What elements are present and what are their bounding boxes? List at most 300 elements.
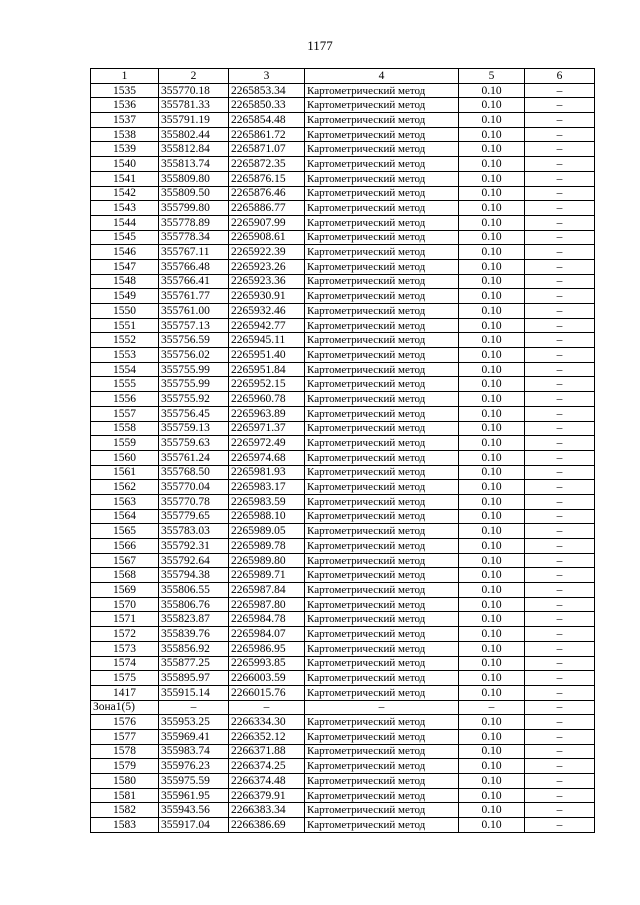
x-coordinate-cell: –: [159, 700, 229, 715]
accuracy-cell: 0.10: [459, 392, 525, 407]
method-cell: Картометрический метод: [305, 685, 459, 700]
y-coordinate-cell: 2265981.93: [229, 465, 305, 480]
accuracy-cell: 0.10: [459, 157, 525, 172]
note-cell: –: [525, 392, 595, 407]
note-cell: –: [525, 539, 595, 554]
table-row: [91, 215, 595, 230]
point-number-cell: 1546: [91, 245, 159, 260]
point-number-cell: 1548: [91, 274, 159, 289]
accuracy-cell: 0.10: [459, 318, 525, 333]
x-coordinate-cell: 355761.24: [159, 450, 229, 465]
table-row: [91, 230, 595, 245]
y-coordinate-cell: 2265988.10: [229, 509, 305, 524]
note-cell: –: [525, 700, 595, 715]
table-row: [91, 421, 595, 436]
table-row: [91, 744, 595, 759]
note-cell: –: [525, 113, 595, 128]
table-row: [91, 304, 595, 319]
note-cell: –: [525, 230, 595, 245]
method-cell: Картометрический метод: [305, 215, 459, 230]
method-cell: Картометрический метод: [305, 744, 459, 759]
x-coordinate-cell: 355778.89: [159, 215, 229, 230]
accuracy-cell: 0.10: [459, 98, 525, 113]
y-coordinate-cell: 2265872.35: [229, 157, 305, 172]
page-number: 1177: [307, 38, 333, 53]
method-cell: Картометрический метод: [305, 157, 459, 172]
accuracy-cell: 0.10: [459, 539, 525, 554]
accuracy-cell: 0.10: [459, 627, 525, 642]
accuracy-cell: 0.10: [459, 333, 525, 348]
accuracy-cell: 0.10: [459, 406, 525, 421]
point-number-cell: 1553: [91, 348, 159, 363]
x-coordinate-cell: 355953.25: [159, 715, 229, 730]
x-coordinate-cell: 355917.04: [159, 818, 229, 833]
point-number-cell: 1544: [91, 215, 159, 230]
note-cell: –: [525, 215, 595, 230]
point-number-cell: 1576: [91, 715, 159, 730]
method-cell: Картометрический метод: [305, 230, 459, 245]
table-row: [91, 729, 595, 744]
method-cell: Картометрический метод: [305, 201, 459, 216]
y-coordinate-cell: 2266371.88: [229, 744, 305, 759]
note-cell: –: [525, 685, 595, 700]
y-coordinate-cell: 2265861.72: [229, 127, 305, 142]
note-cell: –: [525, 142, 595, 157]
accuracy-cell: 0.10: [459, 377, 525, 392]
x-coordinate-cell: 355806.55: [159, 583, 229, 598]
table-row: [91, 465, 595, 480]
x-coordinate-cell: 355770.04: [159, 480, 229, 495]
method-cell: Картометрический метод: [305, 127, 459, 142]
y-coordinate-cell: 2265984.07: [229, 627, 305, 642]
x-coordinate-cell: 355756.59: [159, 333, 229, 348]
table-row: [91, 685, 595, 700]
table-row: [91, 333, 595, 348]
accuracy-cell: 0.10: [459, 509, 525, 524]
x-coordinate-cell: 355755.99: [159, 362, 229, 377]
method-cell: Картометрический метод: [305, 583, 459, 598]
note-cell: –: [525, 788, 595, 803]
y-coordinate-cell: 2266015.76: [229, 685, 305, 700]
point-number-cell: 1563: [91, 494, 159, 509]
table-row: [91, 583, 595, 598]
y-coordinate-cell: 2266374.25: [229, 759, 305, 774]
accuracy-cell: 0.10: [459, 436, 525, 451]
x-coordinate-cell: 355961.95: [159, 788, 229, 803]
note-cell: –: [525, 774, 595, 789]
x-coordinate-cell: 355766.41: [159, 274, 229, 289]
y-coordinate-cell: 2265923.36: [229, 274, 305, 289]
table-row: [91, 406, 595, 421]
note-cell: –: [525, 450, 595, 465]
x-coordinate-cell: 355809.80: [159, 171, 229, 186]
note-cell: –: [525, 304, 595, 319]
table-row: [91, 245, 595, 260]
x-coordinate-cell: 355813.74: [159, 157, 229, 172]
x-coordinate-cell: 355983.74: [159, 744, 229, 759]
note-cell: –: [525, 289, 595, 304]
x-coordinate-cell: 355755.92: [159, 392, 229, 407]
accuracy-cell: 0.10: [459, 245, 525, 260]
coordinates-table: [90, 68, 595, 833]
table-row: [91, 377, 595, 392]
method-cell: Картометрический метод: [305, 259, 459, 274]
point-number-cell: 1569: [91, 583, 159, 598]
method-cell: –: [305, 700, 459, 715]
table-row: [91, 788, 595, 803]
column-header: 1: [91, 69, 159, 84]
table-row: [91, 142, 595, 157]
point-number-cell: 1581: [91, 788, 159, 803]
table-row: [91, 671, 595, 686]
accuracy-cell: 0.10: [459, 568, 525, 583]
x-coordinate-cell: 355877.25: [159, 656, 229, 671]
y-coordinate-cell: 2265907.99: [229, 215, 305, 230]
point-number-cell: 1541: [91, 171, 159, 186]
table-row: [91, 201, 595, 216]
y-coordinate-cell: 2265960.78: [229, 392, 305, 407]
point-number-cell: 1556: [91, 392, 159, 407]
y-coordinate-cell: 2265984.78: [229, 612, 305, 627]
note-cell: –: [525, 818, 595, 833]
point-number-cell: 1561: [91, 465, 159, 480]
note-cell: –: [525, 318, 595, 333]
x-coordinate-cell: 355812.84: [159, 142, 229, 157]
y-coordinate-cell: 2265942.77: [229, 318, 305, 333]
method-cell: Картометрический метод: [305, 597, 459, 612]
accuracy-cell: 0.10: [459, 715, 525, 730]
table-row: [91, 759, 595, 774]
note-cell: –: [525, 553, 595, 568]
table-row: [91, 612, 595, 627]
point-number-cell: 1575: [91, 671, 159, 686]
method-cell: Картометрический метод: [305, 524, 459, 539]
method-cell: Картометрический метод: [305, 818, 459, 833]
y-coordinate-cell: 2265850.33: [229, 98, 305, 113]
method-cell: Картометрический метод: [305, 348, 459, 363]
table-row: [91, 524, 595, 539]
accuracy-cell: 0.10: [459, 465, 525, 480]
y-coordinate-cell: 2265989.80: [229, 553, 305, 568]
table-row: [91, 450, 595, 465]
column-header: 2: [159, 69, 229, 84]
table-row: [91, 553, 595, 568]
table-row: [91, 348, 595, 363]
y-coordinate-cell: 2265989.78: [229, 539, 305, 554]
accuracy-cell: 0.10: [459, 685, 525, 700]
accuracy-cell: 0.10: [459, 362, 525, 377]
method-cell: Картометрический метод: [305, 671, 459, 686]
note-cell: –: [525, 362, 595, 377]
y-coordinate-cell: 2265983.17: [229, 480, 305, 495]
point-number-cell: 1571: [91, 612, 159, 627]
note-cell: –: [525, 157, 595, 172]
x-coordinate-cell: 355799.80: [159, 201, 229, 216]
x-coordinate-cell: 355791.19: [159, 113, 229, 128]
note-cell: –: [525, 83, 595, 98]
y-coordinate-cell: 2265972.49: [229, 436, 305, 451]
note-cell: –: [525, 671, 595, 686]
note-cell: –: [525, 744, 595, 759]
x-coordinate-cell: 355767.11: [159, 245, 229, 260]
table-row: [91, 627, 595, 642]
note-cell: –: [525, 494, 595, 509]
note-cell: –: [525, 333, 595, 348]
method-cell: Картометрический метод: [305, 406, 459, 421]
note-cell: –: [525, 656, 595, 671]
point-number-cell: 1554: [91, 362, 159, 377]
note-cell: –: [525, 465, 595, 480]
x-coordinate-cell: 355778.34: [159, 230, 229, 245]
y-coordinate-cell: 2265853.34: [229, 83, 305, 98]
accuracy-cell: 0.10: [459, 289, 525, 304]
table-row: [91, 715, 595, 730]
table-row: [91, 436, 595, 451]
accuracy-cell: 0.10: [459, 818, 525, 833]
note-cell: –: [525, 127, 595, 142]
y-coordinate-cell: 2265922.39: [229, 245, 305, 260]
accuracy-cell: 0.10: [459, 348, 525, 363]
note-cell: –: [525, 627, 595, 642]
accuracy-cell: 0.10: [459, 171, 525, 186]
note-cell: –: [525, 612, 595, 627]
method-cell: Картометрический метод: [305, 333, 459, 348]
table-row: [91, 803, 595, 818]
method-cell: Картометрический метод: [305, 803, 459, 818]
column-header: 3: [229, 69, 305, 84]
point-number-cell: 1545: [91, 230, 159, 245]
x-coordinate-cell: 355770.78: [159, 494, 229, 509]
accuracy-cell: 0.10: [459, 127, 525, 142]
method-cell: Картометрический метод: [305, 450, 459, 465]
method-cell: Картометрический метод: [305, 729, 459, 744]
y-coordinate-cell: 2265932.46: [229, 304, 305, 319]
accuracy-cell: 0.10: [459, 803, 525, 818]
table-row: [91, 641, 595, 656]
point-number-cell: 1568: [91, 568, 159, 583]
note-cell: –: [525, 568, 595, 583]
table-row: [91, 289, 595, 304]
method-cell: Картометрический метод: [305, 289, 459, 304]
x-coordinate-cell: 355794.38: [159, 568, 229, 583]
x-coordinate-cell: 355759.13: [159, 421, 229, 436]
table-row: [91, 274, 595, 289]
note-cell: –: [525, 348, 595, 363]
y-coordinate-cell: 2265876.46: [229, 186, 305, 201]
note-cell: –: [525, 421, 595, 436]
method-cell: Картометрический метод: [305, 774, 459, 789]
table-row: [91, 83, 595, 98]
accuracy-cell: 0.10: [459, 597, 525, 612]
method-cell: Картометрический метод: [305, 612, 459, 627]
method-cell: Картометрический метод: [305, 274, 459, 289]
note-cell: –: [525, 186, 595, 201]
accuracy-cell: 0.10: [459, 774, 525, 789]
accuracy-cell: 0.10: [459, 230, 525, 245]
point-number-cell: 1567: [91, 553, 159, 568]
point-number-cell: 1417: [91, 685, 159, 700]
accuracy-cell: 0.10: [459, 274, 525, 289]
method-cell: Картометрический метод: [305, 641, 459, 656]
x-coordinate-cell: 355759.63: [159, 436, 229, 451]
note-cell: –: [525, 583, 595, 598]
x-coordinate-cell: 355768.50: [159, 465, 229, 480]
column-header: 6: [525, 69, 595, 84]
x-coordinate-cell: 355839.76: [159, 627, 229, 642]
table-body: [91, 83, 595, 832]
x-coordinate-cell: 355792.31: [159, 539, 229, 554]
y-coordinate-cell: 2266383.34: [229, 803, 305, 818]
point-number-cell: 1559: [91, 436, 159, 451]
x-coordinate-cell: 355943.56: [159, 803, 229, 818]
point-number-cell: 1562: [91, 480, 159, 495]
x-coordinate-cell: 355856.92: [159, 641, 229, 656]
accuracy-cell: 0.10: [459, 259, 525, 274]
y-coordinate-cell: 2265886.77: [229, 201, 305, 216]
note-cell: –: [525, 509, 595, 524]
y-coordinate-cell: 2265876.15: [229, 171, 305, 186]
table-row: [91, 509, 595, 524]
method-cell: Картометрический метод: [305, 509, 459, 524]
y-coordinate-cell: 2265986.95: [229, 641, 305, 656]
method-cell: Картометрический метод: [305, 759, 459, 774]
point-number-cell: 1580: [91, 774, 159, 789]
x-coordinate-cell: 355755.99: [159, 377, 229, 392]
accuracy-cell: 0.10: [459, 671, 525, 686]
x-coordinate-cell: 355915.14: [159, 685, 229, 700]
method-cell: Картометрический метод: [305, 436, 459, 451]
x-coordinate-cell: 355895.97: [159, 671, 229, 686]
point-number-cell: 1552: [91, 333, 159, 348]
point-number-cell: 1551: [91, 318, 159, 333]
x-coordinate-cell: 355761.77: [159, 289, 229, 304]
y-coordinate-cell: 2265952.15: [229, 377, 305, 392]
note-cell: –: [525, 98, 595, 113]
x-coordinate-cell: 355806.76: [159, 597, 229, 612]
note-cell: –: [525, 245, 595, 260]
note-cell: –: [525, 201, 595, 216]
accuracy-cell: 0.10: [459, 186, 525, 201]
note-cell: –: [525, 377, 595, 392]
x-coordinate-cell: 355756.45: [159, 406, 229, 421]
point-number-cell: 1557: [91, 406, 159, 421]
note-cell: –: [525, 759, 595, 774]
method-cell: Картометрический метод: [305, 788, 459, 803]
point-number-cell: 1565: [91, 524, 159, 539]
accuracy-cell: 0.10: [459, 421, 525, 436]
method-cell: Картометрический метод: [305, 494, 459, 509]
table-row: [91, 113, 595, 128]
y-coordinate-cell: 2265854.48: [229, 113, 305, 128]
note-cell: –: [525, 406, 595, 421]
note-cell: –: [525, 524, 595, 539]
x-coordinate-cell: 355783.03: [159, 524, 229, 539]
point-number-cell: 1538: [91, 127, 159, 142]
method-cell: Картометрический метод: [305, 318, 459, 333]
table-row: [91, 362, 595, 377]
table-row: [91, 318, 595, 333]
y-coordinate-cell: 2265923.26: [229, 259, 305, 274]
method-cell: Картометрический метод: [305, 171, 459, 186]
note-cell: –: [525, 729, 595, 744]
note-cell: –: [525, 597, 595, 612]
note-cell: –: [525, 436, 595, 451]
point-number-cell: 1564: [91, 509, 159, 524]
y-coordinate-cell: 2265974.68: [229, 450, 305, 465]
table-row: [91, 392, 595, 407]
accuracy-cell: 0.10: [459, 612, 525, 627]
accuracy-cell: 0.10: [459, 83, 525, 98]
method-cell: Картометрический метод: [305, 480, 459, 495]
table-row: [91, 494, 595, 509]
point-number-cell: 1537: [91, 113, 159, 128]
y-coordinate-cell: 2265989.71: [229, 568, 305, 583]
point-number-cell: 1558: [91, 421, 159, 436]
table-row: [91, 656, 595, 671]
point-number-cell: 1583: [91, 818, 159, 833]
x-coordinate-cell: 355976.23: [159, 759, 229, 774]
method-cell: Картометрический метод: [305, 377, 459, 392]
method-cell: Картометрический метод: [305, 656, 459, 671]
y-coordinate-cell: 2265987.80: [229, 597, 305, 612]
point-number-cell: 1536: [91, 98, 159, 113]
y-coordinate-cell: 2266334.30: [229, 715, 305, 730]
accuracy-cell: 0.10: [459, 113, 525, 128]
method-cell: Картометрический метод: [305, 113, 459, 128]
accuracy-cell: –: [459, 700, 525, 715]
y-coordinate-cell: 2265971.37: [229, 421, 305, 436]
accuracy-cell: 0.10: [459, 524, 525, 539]
table-row: [91, 700, 595, 715]
note-cell: –: [525, 715, 595, 730]
note-cell: –: [525, 274, 595, 289]
table-row: [91, 539, 595, 554]
table-row: [91, 774, 595, 789]
method-cell: Картометрический метод: [305, 245, 459, 260]
point-number-cell: 1555: [91, 377, 159, 392]
point-number-cell: 1578: [91, 744, 159, 759]
y-coordinate-cell: 2266386.69: [229, 818, 305, 833]
x-coordinate-cell: 355756.02: [159, 348, 229, 363]
point-number-cell: 1560: [91, 450, 159, 465]
y-coordinate-cell: 2266374.48: [229, 774, 305, 789]
x-coordinate-cell: 355757.13: [159, 318, 229, 333]
point-number-cell: 1543: [91, 201, 159, 216]
table-row: [91, 171, 595, 186]
point-number-cell: 1573: [91, 641, 159, 656]
table-row: [91, 98, 595, 113]
point-number-cell: 1566: [91, 539, 159, 554]
x-coordinate-cell: 355823.87: [159, 612, 229, 627]
table-row: [91, 818, 595, 833]
point-number-cell: 1579: [91, 759, 159, 774]
y-coordinate-cell: –: [229, 700, 305, 715]
method-cell: Картометрический метод: [305, 304, 459, 319]
method-cell: Картометрический метод: [305, 142, 459, 157]
x-coordinate-cell: 355969.41: [159, 729, 229, 744]
table-row: [91, 597, 595, 612]
y-coordinate-cell: 2265983.59: [229, 494, 305, 509]
point-number-cell: 1539: [91, 142, 159, 157]
accuracy-cell: 0.10: [459, 201, 525, 216]
x-coordinate-cell: 355802.44: [159, 127, 229, 142]
note-cell: –: [525, 803, 595, 818]
y-coordinate-cell: 2265951.84: [229, 362, 305, 377]
y-coordinate-cell: 2265963.89: [229, 406, 305, 421]
point-number-cell: 1540: [91, 157, 159, 172]
method-cell: Картометрический метод: [305, 98, 459, 113]
table-row: [91, 568, 595, 583]
